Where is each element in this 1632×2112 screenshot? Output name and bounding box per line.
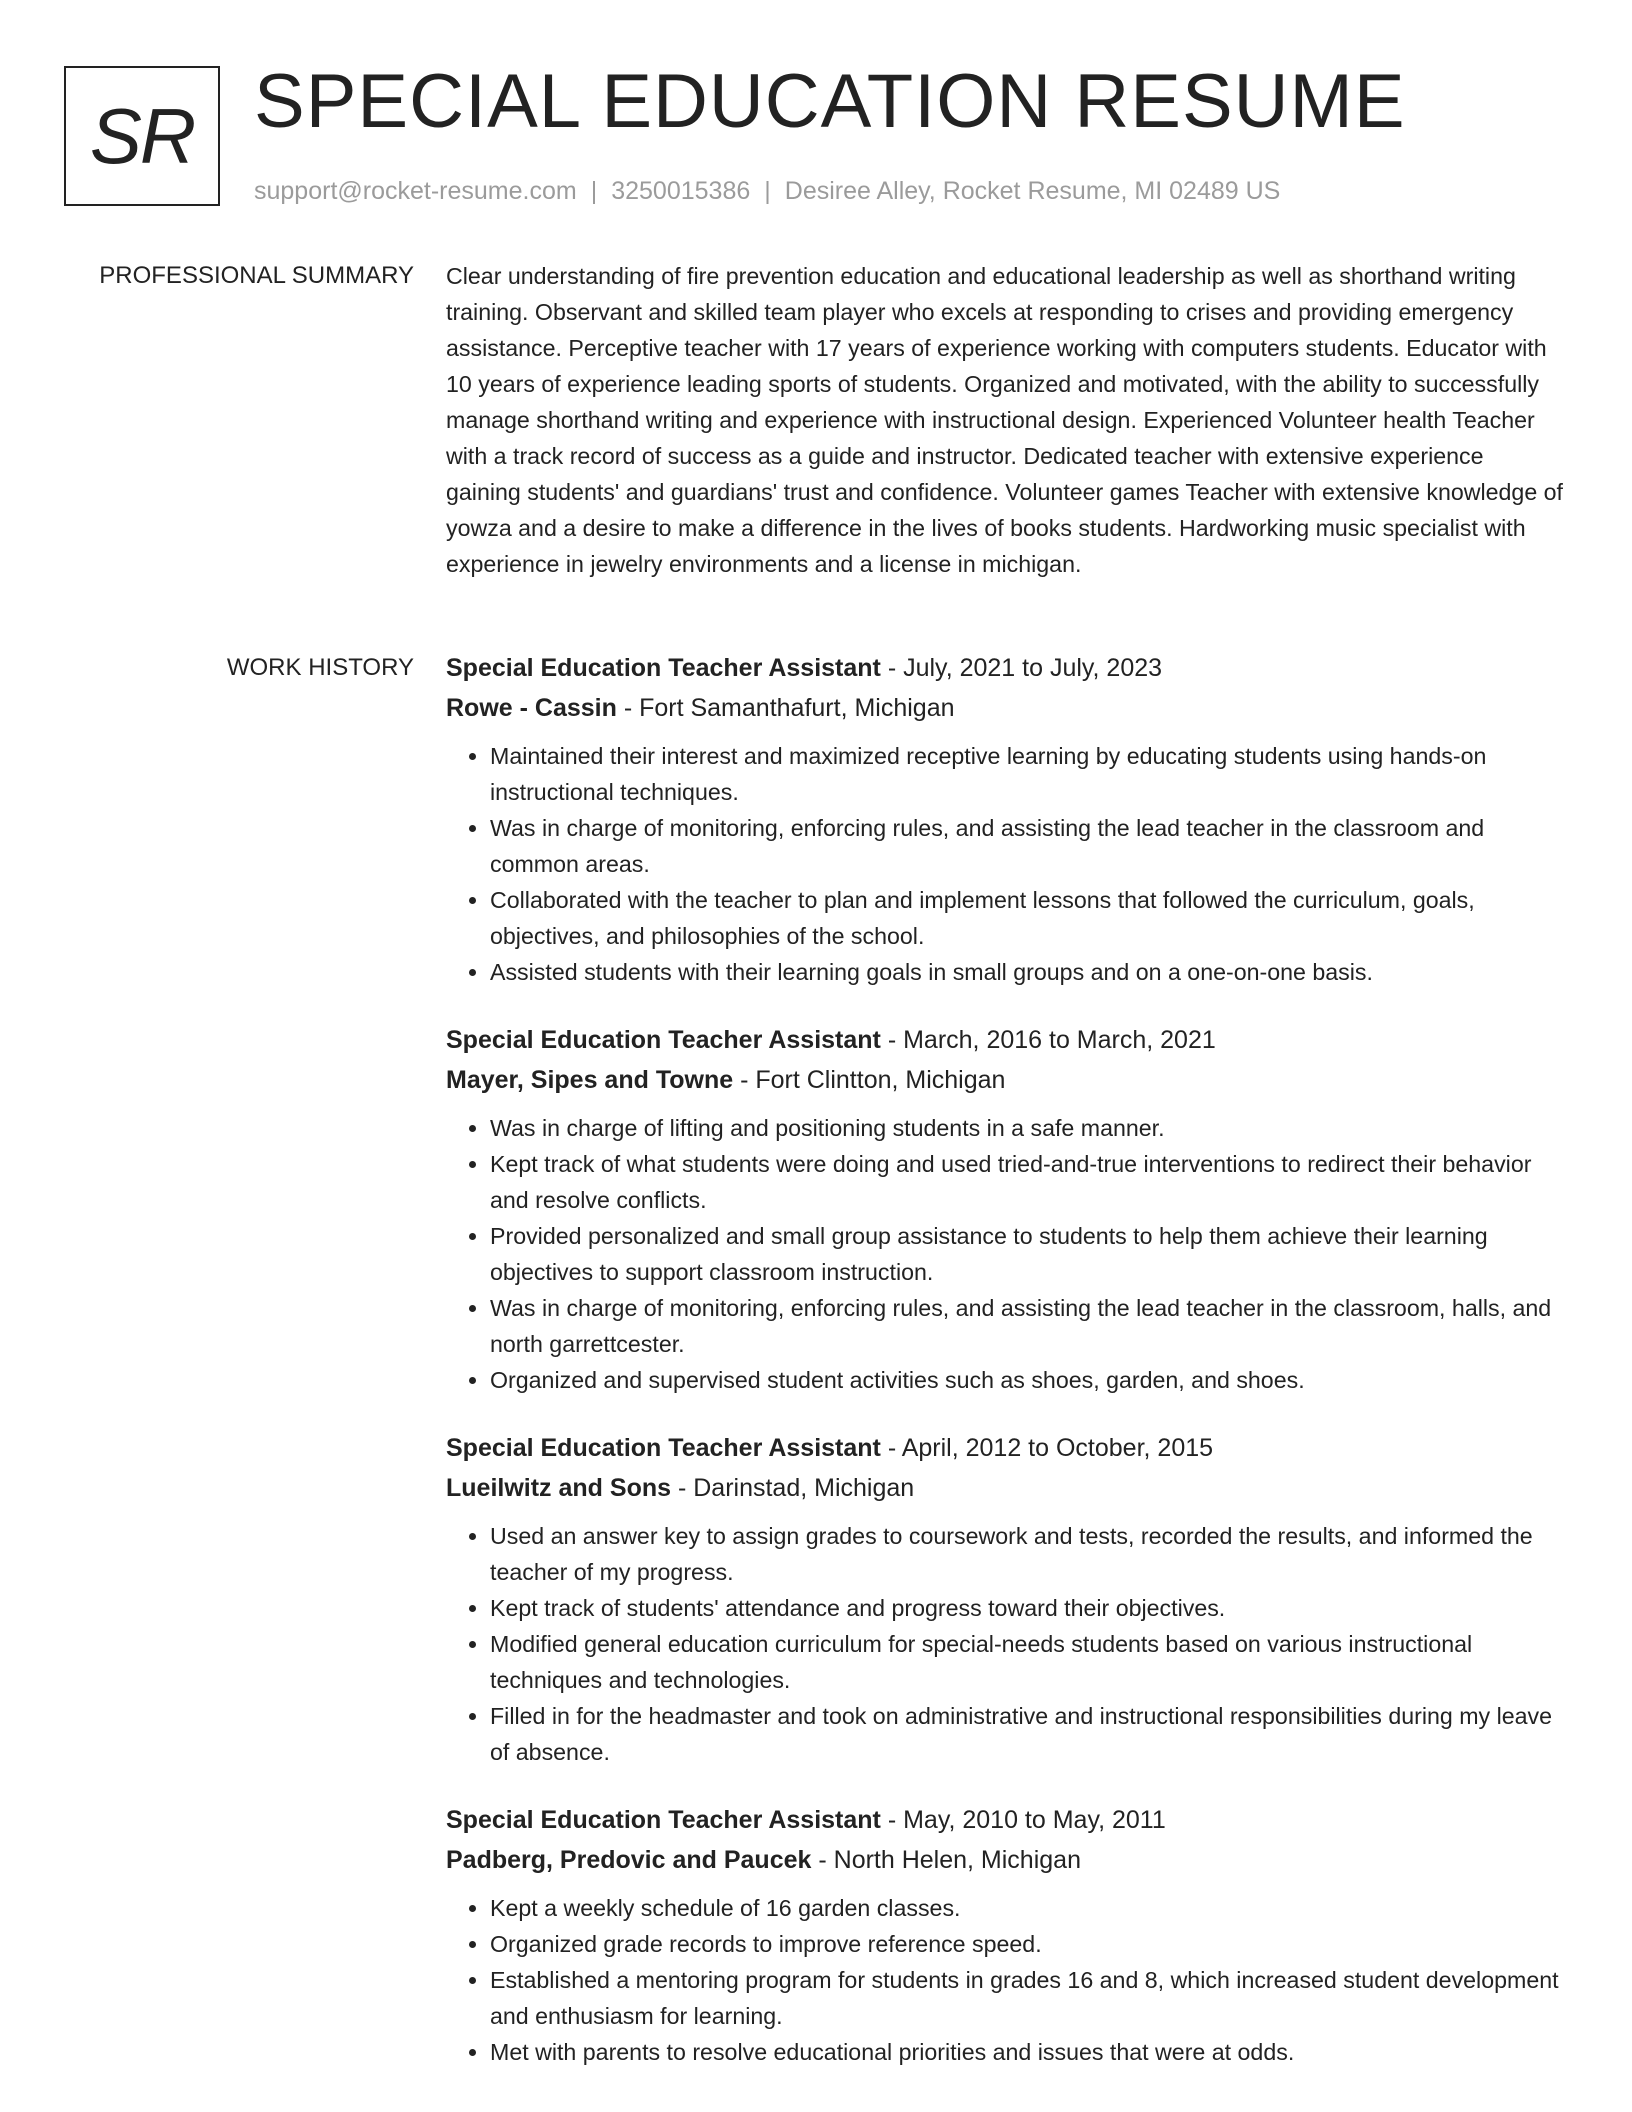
contact-line bbox=[254, 174, 1280, 208]
summary-text: Clear understanding of fire prevention education and educational leadership as well as shorthand writing training. Observant and skilled team player who excels at responding to crises and providing emergency assistance. Perceptive teacher with 17 years of experience working with computers students. Educator with 10 years of experience leading sports of students. Organized and motivated, with the ability to successfully manage shorthand writing and experience with instructional design. Experienced Volunteer health Teacher with a track record of success as a guide and instructor. Dedicated teacher with extensive experience gaining students' and guardians' trust and confidence. Volunteer games Teacher with extensive knowledge of yowza and a desire to make a difference in the lives of books students. Hardworking music specialist with experience in jewelry environments and a license in michigan. bbox=[446, 263, 1563, 577]
contact-phone: 3250015386 bbox=[611, 177, 751, 205]
job-duty: • Modified general education curriculum for special-needs students based on various instructional techniques and technologies. bbox=[490, 1626, 1564, 1698]
summary-heading: PROFESSIONAL SUMMARY bbox=[99, 262, 414, 289]
job-entry bbox=[446, 1800, 1564, 2070]
job-duty: • Kept a weekly schedule of 16 garden classes. bbox=[490, 1890, 1564, 1926]
job-duty: • Used an answer key to assign grades to coursework and tests, recorded the results, and informed the teacher of my progress. bbox=[490, 1518, 1564, 1590]
job-dates: - May, 2010 to May, 2011 bbox=[880, 1806, 1166, 1834]
job-entry bbox=[446, 1020, 1564, 1398]
job-title: Special Education Teacher Assistant bbox=[446, 1026, 881, 1054]
job-title: Special Education Teacher Assistant bbox=[446, 654, 881, 682]
summary-body bbox=[446, 258, 1564, 582]
job-dates: - April, 2012 to October, 2015 bbox=[880, 1434, 1214, 1462]
job-location: - Fort Samanthafurt, Michigan bbox=[616, 694, 955, 722]
job-company: Padberg, Predovic and Paucek bbox=[446, 1846, 812, 1874]
job-title: Special Education Teacher Assistant bbox=[446, 1434, 881, 1462]
job-duty: • Met with parents to resolve educational priorities and issues that were at odds. bbox=[490, 2034, 1564, 2070]
work-history-body bbox=[446, 648, 1564, 2100]
contact-separator: | bbox=[590, 177, 598, 205]
job-company: Mayer, Sipes and Towne bbox=[446, 1066, 734, 1094]
page-title: SPECIAL EDUCATION RESUME bbox=[254, 59, 1406, 144]
job-duty: • Organized and supervised student activities such as shoes, garden, and shoes. bbox=[490, 1362, 1564, 1398]
job-company-line bbox=[446, 688, 1564, 728]
job-duty: • Kept track of what students were doing and used tried-and-true interventions to redirect their behavior and resolve conflicts. bbox=[490, 1146, 1564, 1218]
job-company-line bbox=[446, 1060, 1564, 1100]
job-dates: - July, 2021 to July, 2023 bbox=[880, 654, 1163, 682]
job-duty: • Provided personalized and small group assistance to students to help them achieve their learning objectives to support classroom instruction. bbox=[490, 1218, 1564, 1290]
job-duty: • Was in charge of monitoring, enforcing rules, and assisting the lead teacher in the classroom and common areas. bbox=[490, 810, 1564, 882]
job-location: - Darinstad, Michigan bbox=[671, 1474, 915, 1502]
contact-address: Desiree Alley, Rocket Resume, MI 02489 US bbox=[784, 177, 1281, 205]
job-duty: • Was in charge of lifting and positioning students in a safe manner. bbox=[490, 1110, 1564, 1146]
job-duties-list bbox=[446, 1518, 1564, 1770]
job-location: - Fort Clintton, Michigan bbox=[733, 1066, 1006, 1094]
job-duty: • Kept track of students' attendance and progress toward their objectives. bbox=[490, 1590, 1564, 1626]
job-entry bbox=[446, 1428, 1564, 1770]
job-duty: • Organized grade records to improve reference speed. bbox=[490, 1926, 1564, 1962]
job-entry bbox=[446, 648, 1564, 990]
job-duty: • Filled in for the headmaster and took on administrative and instructional responsibilities during my leave of absence. bbox=[490, 1698, 1564, 1770]
job-title-line bbox=[446, 1800, 1564, 1840]
job-location: - North Helen, Michigan bbox=[811, 1846, 1081, 1874]
job-company: Rowe - Cassin bbox=[446, 694, 617, 722]
job-dates: - March, 2016 to March, 2021 bbox=[880, 1026, 1216, 1054]
contact-separator: | bbox=[764, 177, 771, 205]
monogram-box: SR bbox=[64, 66, 220, 206]
job-duties-list bbox=[446, 738, 1564, 990]
job-duty: • Maintained their interest and maximized receptive learning by educating students using hands-on instructional techniques. bbox=[490, 738, 1564, 810]
contact-email: support@rocket-resume.com bbox=[254, 177, 577, 205]
job-title: Special Education Teacher Assistant bbox=[446, 1806, 881, 1834]
job-duty: • Assisted students with their learning goals in small groups and on a one-on-one basis. bbox=[490, 954, 1564, 990]
job-title-line bbox=[446, 648, 1564, 688]
work-history-heading: WORK HISTORY bbox=[226, 654, 414, 681]
job-duty: • Established a mentoring program for students in grades 16 and 8, which increased student development and enthusiasm for learning. bbox=[490, 1962, 1564, 2034]
job-title-line bbox=[446, 1020, 1564, 1060]
job-duties-list bbox=[446, 1890, 1564, 2070]
job-company: Lueilwitz and Sons bbox=[446, 1474, 672, 1502]
job-duties-list bbox=[446, 1110, 1564, 1398]
job-duty: • Was in charge of monitoring, enforcing rules, and assisting the lead teacher in the classroom, halls, and north garrettcester. bbox=[490, 1290, 1564, 1362]
job-title-line bbox=[446, 1428, 1564, 1468]
job-company-line bbox=[446, 1840, 1564, 1880]
job-company-line bbox=[446, 1468, 1564, 1508]
job-duty: • Collaborated with the teacher to plan and implement lessons that followed the curriculum, goals, objectives, and philosophies of the school. bbox=[490, 882, 1564, 954]
